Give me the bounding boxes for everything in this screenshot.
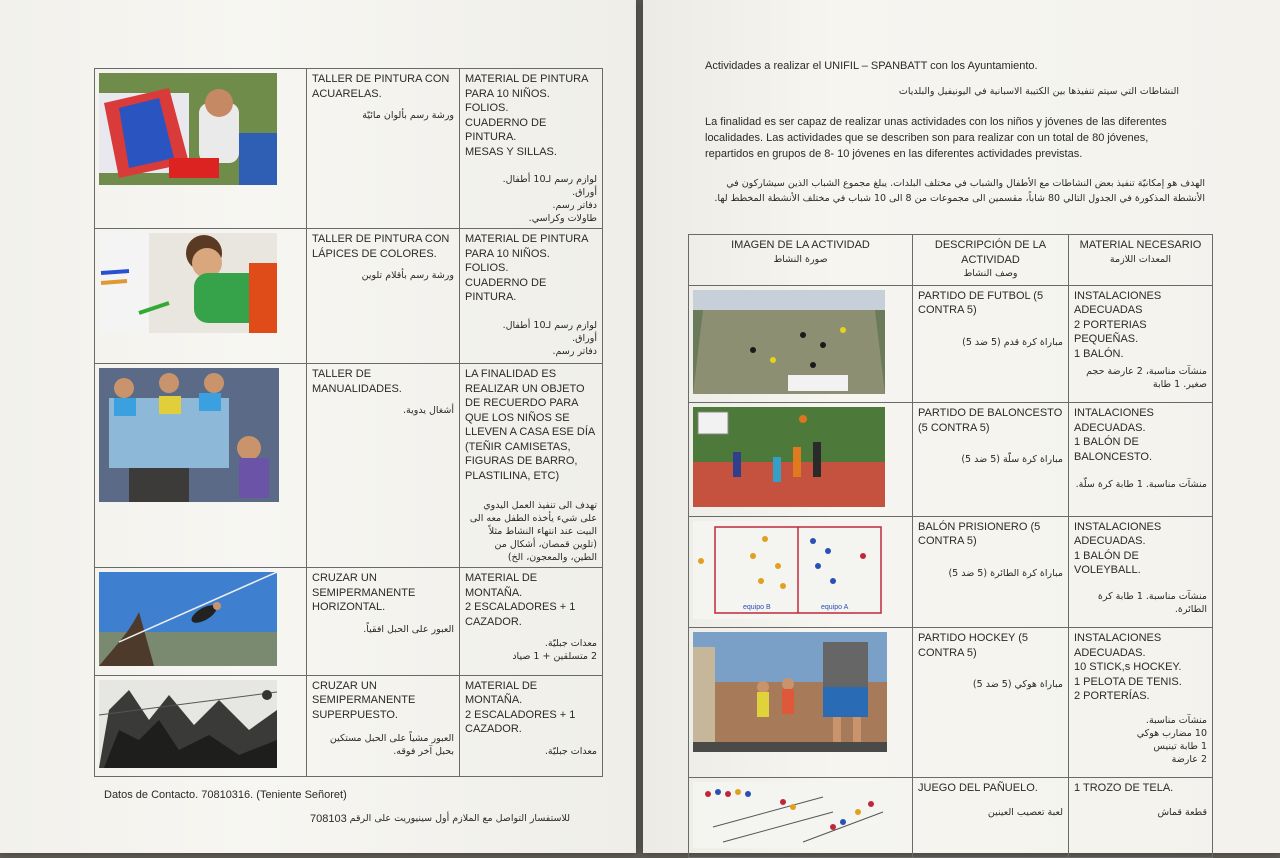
material-text: INSTALACIONES ADECUADAS. 10 STICK,s HOCKEY. 1 PELOTA DE TENIS. 2 PORTERÍAS.	[1074, 632, 1182, 702]
material-text: INSTALACIONES ADECUADAS. 1 BALÓN DE VOLEYBALL.	[1074, 520, 1162, 576]
activity-title-ar: مباراة كرة الطائرة (5 ضد 5)	[948, 567, 1063, 579]
contact-info: Datos de Contacto. 70810316. (Teniente Señoret)	[104, 789, 347, 801]
table-row	[689, 285, 1213, 403]
header-label: DESCRIPCIÓN DE LA ACTIVIDAD	[934, 239, 1047, 266]
basketball-match-photo	[693, 407, 885, 507]
image-cell	[95, 568, 307, 676]
material-text-ar: لوازم رسم لـ10 أطفال. أوراق. دفاتر رسم. طاولات وكراسي.	[502, 174, 597, 224]
table-row	[95, 568, 603, 676]
activity-title: TALLER DE PINTURA CON LÁPICES DE COLORES.	[312, 233, 450, 260]
activity-title-ar: لعبة تعصيب العينين	[987, 806, 1063, 818]
header-label: MATERIAL NECESARIO	[1079, 239, 1202, 251]
activity-title: TALLER DE PINTURA CON ACUARELAS.	[312, 73, 450, 100]
activities-table-left	[94, 68, 603, 777]
image-cell	[689, 628, 913, 778]
crafts-workshop-photo	[99, 368, 279, 502]
description-cell	[913, 778, 1069, 858]
intro-paragraph: La finalidad es ser capaz de realizar unas actividades con los niños y jóvenes de las diferentes localidades. Las actividades que se describen son para realizar con un total de 80 jóvenes, repartidos en grupos de 8- 10 jóvenes en las diferentes actividades previstas.	[705, 116, 1167, 160]
contact-info-ar-text: للاستفسار التواصل مع الملازم أول سينيوريت على الرقم	[349, 813, 570, 824]
description-cell	[307, 229, 460, 364]
activities-table-right	[688, 234, 1213, 858]
rope-crossing-horizontal-photo	[99, 572, 277, 666]
activity-title-ar: مباراة كرة سلّة (5 ضد 5)	[961, 454, 1063, 465]
material-text: LA FINALIDAD ES REALIZAR UN OBJETO DE RECUERDO PARA QUE LOS NIÑOS SE LLEVEN A CASA ESE DÍA (TEÑIR CAMISETAS, FIGURAS DE BARRO, PLASTILINA, ETC)	[465, 368, 595, 482]
image-cell	[95, 69, 307, 229]
header-label-ar: صورة النشاط	[773, 253, 828, 265]
handkerchief-game-diagram	[693, 782, 889, 848]
table-row	[95, 675, 603, 777]
table-row	[95, 229, 603, 364]
activity-title: TALLER DE MANUALIDADES.	[312, 368, 402, 395]
material-text: MATERIAL DE MONTAÑA. 2 ESCALADORES + 1 CAZADOR.	[465, 572, 576, 628]
material-text-ar: منشآت مناسبة. 10 مضارب هوكي 1 طابة تينيس 2 عارضة	[1136, 714, 1207, 765]
table-row	[689, 778, 1213, 858]
material-cell	[1069, 778, 1213, 858]
description-cell	[307, 568, 460, 676]
description-cell	[913, 516, 1069, 628]
material-cell	[1069, 516, 1213, 628]
image-cell	[689, 403, 913, 517]
image-cell	[95, 229, 307, 364]
activity-title: PARTIDO DE FUTBOL (5 CONTRA 5)	[918, 289, 1044, 316]
page-title: Actividades a realizar el UNIFIL – SPANBATT con los Ayuntamiento.	[705, 60, 1038, 72]
material-cell	[1069, 285, 1213, 403]
activity-title: JUEGO DEL PAÑUELO.	[918, 782, 1038, 794]
image-cell	[689, 285, 913, 403]
activity-title-ar: ورشة رسم بألوان مائيّة	[362, 110, 454, 121]
material-text-ar: معدات جبليّة.	[544, 745, 597, 757]
activity-title: CRUZAR UN SEMIPERMANENTE SUPERPUESTO.	[312, 679, 416, 721]
material-cell	[1069, 403, 1213, 517]
table-row	[689, 403, 1213, 517]
material-text-ar: قطعة قماش	[1157, 806, 1207, 818]
hockey-match-photo	[693, 632, 887, 752]
material-text-ar: منشآت مناسبة. 1 طابة كرة الطائرة.	[1097, 590, 1207, 615]
colored-pencils-workshop-photo	[99, 233, 277, 333]
team-b-label: equipo B	[743, 603, 771, 611]
material-text: MATERIAL DE MONTAÑA. 2 ESCALADORES + 1 CAZADOR.	[465, 679, 576, 735]
contact-info-ar	[310, 811, 570, 826]
activity-title: PARTIDO HOCKEY (5 CONTRA 5)	[918, 632, 1029, 659]
material-cell	[460, 364, 603, 568]
activity-title: PARTIDO DE BALONCESTO (5 CONTRA 5)	[918, 407, 1063, 434]
activity-title-ar: أشغال يدوية.	[403, 405, 454, 416]
material-cell	[460, 568, 603, 676]
header-material	[1069, 235, 1213, 286]
material-text: 1 TROZO DE TELA.	[1074, 782, 1174, 794]
table-row	[95, 69, 603, 229]
material-text: INTALACIONES ADECUADAS. 1 BALÓN DE BALONCESTO.	[1074, 407, 1154, 463]
page-title-ar: النشاطات التي سيتم تنفيذها بين الكتيبة الاسبانية في اليونيفيل والبلديات	[898, 86, 1179, 97]
table-row	[689, 628, 1213, 778]
description-cell	[307, 675, 460, 777]
material-cell	[460, 229, 603, 364]
material-text-ar: لوازم رسم لـ10 أطفال. أوراق. دفاتر رسم.	[502, 319, 597, 357]
dodgeball-diagram	[693, 521, 885, 619]
activity-title: CRUZAR UN SEMIPERMANENTE HORIZONTAL.	[312, 572, 416, 613]
header-label-ar: وصف النشاط	[963, 268, 1018, 279]
material-text-ar: منشآت مناسبة، 2 عارضة حجم صغير. 1 طابة	[1086, 366, 1207, 390]
description-cell	[913, 628, 1069, 778]
left-page	[0, 0, 636, 853]
material-text-ar: تهدف الى تنفيذ العمل اليدوي على شيء يأخذه الطفل معه الى البيت عند انتهاء النشاط مثلاً (تلوين قمصان، أشكال من الطين، والمعجون، الخ)	[469, 500, 597, 563]
team-a-label: equipo A	[821, 603, 849, 611]
table-header-row	[689, 235, 1213, 286]
activity-title-ar: مباراة هوكي (5 ضد 5)	[972, 679, 1063, 690]
description-cell	[307, 364, 460, 568]
activity-title-ar: العبور على الحبل افقياً.	[363, 623, 454, 635]
activity-title-ar: ورشة رسم بأقلام تلوين	[361, 270, 454, 281]
image-cell	[95, 364, 307, 568]
table-row	[95, 364, 603, 568]
intro-paragraph-ar: الهدف هو إمكانيّة تنفيذ بعض النشاطات مع الأطفال والشباب في مختلف البلدات. يبلغ مجموع الشباب الذين سيشاركون في الأنشطة المذكورة في الجدول التالي 80 شاباً، مقسمين الى مجموعات من 8 الى 10 شباب في مختلف الأنشطة المخطط لها.	[714, 178, 1205, 204]
header-description	[913, 235, 1069, 286]
material-text-ar: منشآت مناسبة. 1 طابة كرة سلّة.	[1075, 479, 1207, 490]
description-cell	[913, 285, 1069, 403]
table-row	[689, 516, 1213, 628]
header-label: IMAGEN DE LA ACTIVIDAD	[731, 239, 870, 251]
image-cell	[689, 778, 913, 858]
material-text: INSTALACIONES ADECUADAS 2 PORTERIAS PEQUEÑAS. 1 BALÓN.	[1074, 289, 1162, 360]
header-label-ar: المعدات اللازمة	[1109, 253, 1172, 265]
activity-title-ar: مباراة كرة قدم (5 ضد 5)	[962, 336, 1063, 348]
header-image	[689, 235, 913, 286]
image-cell	[95, 675, 307, 777]
material-cell	[1069, 628, 1213, 778]
material-text: MATERIAL DE PINTURA PARA 10 NIÑOS. FOLIOS. CUADERNO DE PINTURA. MESAS Y SILLAS.	[465, 73, 588, 158]
activity-title-ar: العبور مشياً على الحبل مستكين بحبل آخر فوقه.	[329, 733, 454, 757]
activity-title: BALÓN PRISIONERO (5 CONTRA 5)	[918, 520, 1041, 547]
image-cell	[689, 516, 913, 628]
material-cell	[460, 675, 603, 777]
material-cell	[460, 69, 603, 229]
rope-crossing-superposed-photo	[99, 680, 277, 768]
football-match-photo	[693, 290, 885, 394]
watercolor-workshop-photo	[99, 73, 277, 185]
description-cell	[307, 69, 460, 229]
description-cell	[913, 403, 1069, 517]
material-text: MATERIAL DE PINTURA PARA 10 NIÑOS. FOLIOS. CUADERNO DE PINTURA.	[465, 233, 588, 303]
contact-number: 708103	[310, 813, 347, 825]
material-text-ar: معدات جبليّة. 2 متسلقين + 1 صياد	[512, 638, 597, 662]
